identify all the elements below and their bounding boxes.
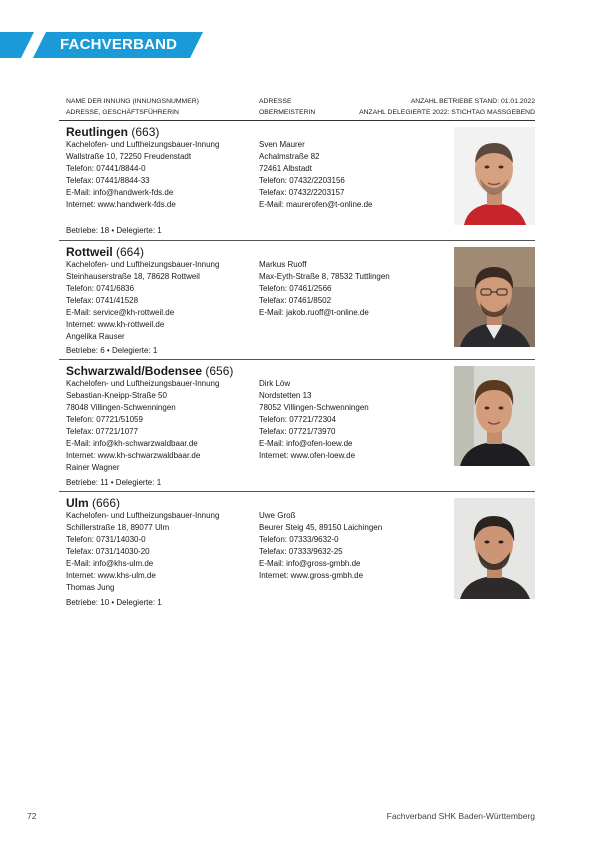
entry-stats: Betriebe: 11 • Delegierte: 1 bbox=[66, 478, 162, 487]
innung-name: Ulm bbox=[66, 496, 89, 510]
phone-line: Telefon: 0741/6836 bbox=[66, 284, 135, 293]
email-line: E-Mail: maurerofen@t-online.de bbox=[259, 200, 373, 209]
banner-title: FACHVERBAND bbox=[60, 36, 178, 53]
email-line: E-Mail: info@handwerk-fds.de bbox=[66, 188, 174, 197]
address-line: Achalmstraße 82 bbox=[259, 152, 320, 161]
publication-name: Fachverband SHK Baden-Württemberg bbox=[386, 811, 535, 821]
address-line: Beurer Steig 45, 89150 Laichingen bbox=[259, 523, 383, 532]
address-line: 78048 Villingen-Schwenningen bbox=[66, 403, 176, 412]
header-text: ADRESSE bbox=[259, 98, 292, 105]
header-text: NAME DER INNUNG (INNUNGSNUMMER) bbox=[66, 98, 199, 105]
section-banner bbox=[0, 32, 203, 58]
innung-entry bbox=[59, 241, 535, 360]
innung-name: Schwarzwald/Bodensee bbox=[66, 364, 203, 378]
person-name: Dirk Löw bbox=[259, 379, 291, 388]
phone-line: Telefon: 0731/14030-0 bbox=[66, 535, 146, 544]
phone-line: Telefon: 07721/51059 bbox=[66, 415, 143, 424]
innung-name: Rottweil bbox=[66, 245, 113, 259]
website-line: Internet: www.kh-schwarzwaldbaar.de bbox=[66, 451, 201, 460]
header-col-innung bbox=[66, 96, 256, 118]
portrait-photo-icon bbox=[454, 127, 535, 225]
address-line: 72461 Albstadt bbox=[259, 164, 312, 173]
phone-line: Telefon: 07721/72304 bbox=[259, 415, 336, 424]
fax-line: Telefax: 07461/8502 bbox=[259, 296, 332, 305]
innung-number: (664) bbox=[116, 245, 145, 259]
manager-name: Thomas Jung bbox=[66, 583, 115, 592]
person-name: Sven Maurer bbox=[259, 140, 305, 149]
header-text: ADRESSE, GESCHÄFTSFÜHRERIN bbox=[66, 109, 179, 116]
header-text: ANZAHL DELEGIERTE 2022: STICHTAG MASSGEBEND bbox=[359, 109, 535, 116]
header-text: OBERMEISTERIN bbox=[259, 109, 316, 116]
portrait-photo-icon bbox=[454, 498, 535, 599]
website-line: Internet: www.khs-ulm.de bbox=[66, 571, 156, 580]
innung-entry bbox=[59, 121, 535, 241]
phone-line: Telefon: 07432/2203156 bbox=[259, 176, 345, 185]
fax-line: Telefax: 07432/2203157 bbox=[259, 188, 345, 197]
email-line: E-Mail: info@gross-gmbh.de bbox=[259, 559, 361, 568]
phone-line: Telefon: 07441/8844-0 bbox=[66, 164, 146, 173]
manager-name: Angelika Rauser bbox=[66, 332, 125, 341]
entry-title bbox=[66, 245, 144, 259]
entry-obermeister-column bbox=[259, 139, 449, 211]
address-line: Kachelofen- und Luftheizungsbauer-Innung bbox=[66, 379, 220, 388]
address-line: Schillerstraße 18, 89077 Ulm bbox=[66, 523, 170, 532]
innung-entry bbox=[59, 492, 535, 613]
address-line: Kachelofen- und Luftheizungsbauer-Innung bbox=[66, 260, 220, 269]
address-line: Kachelofen- und Luftheizungsbauer-Innung bbox=[66, 511, 220, 520]
fax-line: Telefax: 07721/1077 bbox=[66, 427, 139, 436]
address-line: Wallstraße 10, 72250 Freudenstadt bbox=[66, 152, 192, 161]
email-line: E-Mail: service@kh-rottweil.de bbox=[66, 308, 175, 317]
email-line: E-Mail: jakob.ruoff@t-online.de bbox=[259, 308, 369, 317]
address-line: 78052 Villingen-Schwenningen bbox=[259, 403, 369, 412]
fax-line: Telefax: 07333/9632-25 bbox=[259, 547, 343, 556]
address-line: Nordstetten 13 bbox=[259, 391, 312, 400]
entry-title bbox=[66, 125, 159, 139]
website-line: Internet: www.gross-gmbh.de bbox=[259, 571, 364, 580]
phone-line: Telefon: 07333/9632-0 bbox=[259, 535, 339, 544]
innung-entry bbox=[59, 360, 535, 492]
entry-stats: Betriebe: 6 • Delegierte: 1 bbox=[66, 346, 158, 355]
entry-obermeister-column bbox=[259, 510, 449, 582]
header-col-anzahl bbox=[335, 96, 535, 118]
person-name: Markus Ruoff bbox=[259, 260, 307, 269]
address-line: Max-Eyth-Straße 8, 78532 Tuttlingen bbox=[259, 272, 390, 281]
entry-address-column bbox=[66, 139, 256, 211]
innung-number: (663) bbox=[131, 125, 160, 139]
entry-address-column bbox=[66, 510, 256, 594]
manager-name: Rainer Wagner bbox=[66, 463, 120, 472]
fax-line: Telefax: 0731/14030-20 bbox=[66, 547, 150, 556]
fax-line: Telefax: 07441/8844-33 bbox=[66, 176, 150, 185]
entry-stats: Betriebe: 10 • Delegierte: 1 bbox=[66, 598, 162, 607]
innung-number: (656) bbox=[205, 364, 234, 378]
entry-address-column bbox=[66, 259, 256, 343]
portrait-photo-icon bbox=[454, 366, 535, 466]
address-line: Sebastian-Kneipp-Straße 50 bbox=[66, 391, 167, 400]
innung-number: (666) bbox=[92, 496, 121, 510]
header-text: ANZAHL BETRIEBE STAND: 01.01.2022 bbox=[410, 98, 535, 105]
entry-title bbox=[66, 364, 233, 378]
entry-stats: Betriebe: 18 • Delegierte: 1 bbox=[66, 226, 162, 235]
email-line: E-Mail: info@kh-schwarzwaldbaar.de bbox=[66, 439, 198, 448]
entry-obermeister-column bbox=[259, 259, 449, 319]
address-line: Kachelofen- und Luftheizungsbauer-Innung bbox=[66, 140, 220, 149]
website-line: Internet: www.kh-rottweil.de bbox=[66, 320, 165, 329]
entry-address-column bbox=[66, 378, 256, 474]
person-name: Uwe Groß bbox=[259, 511, 296, 520]
entry-title bbox=[66, 496, 120, 510]
fax-line: Telefax: 0741/41528 bbox=[66, 296, 139, 305]
entry-obermeister-column bbox=[259, 378, 449, 462]
phone-line: Telefon: 07461/2566 bbox=[259, 284, 332, 293]
fax-line: Telefax: 07721/73970 bbox=[259, 427, 336, 436]
page-number: 72 bbox=[27, 811, 37, 821]
portrait-photo-icon bbox=[454, 247, 535, 347]
address-line: Steinhauserstraße 18, 78628 Rottweil bbox=[66, 272, 200, 281]
innung-name: Reutlingen bbox=[66, 125, 128, 139]
email-line: E-Mail: info@ofen-loew.de bbox=[259, 439, 353, 448]
email-line: E-Mail: info@khs-ulm.de bbox=[66, 559, 154, 568]
website-line: Internet: www.handwerk-fds.de bbox=[66, 200, 176, 209]
website-line: Internet: www.ofen-loew.de bbox=[259, 451, 356, 460]
